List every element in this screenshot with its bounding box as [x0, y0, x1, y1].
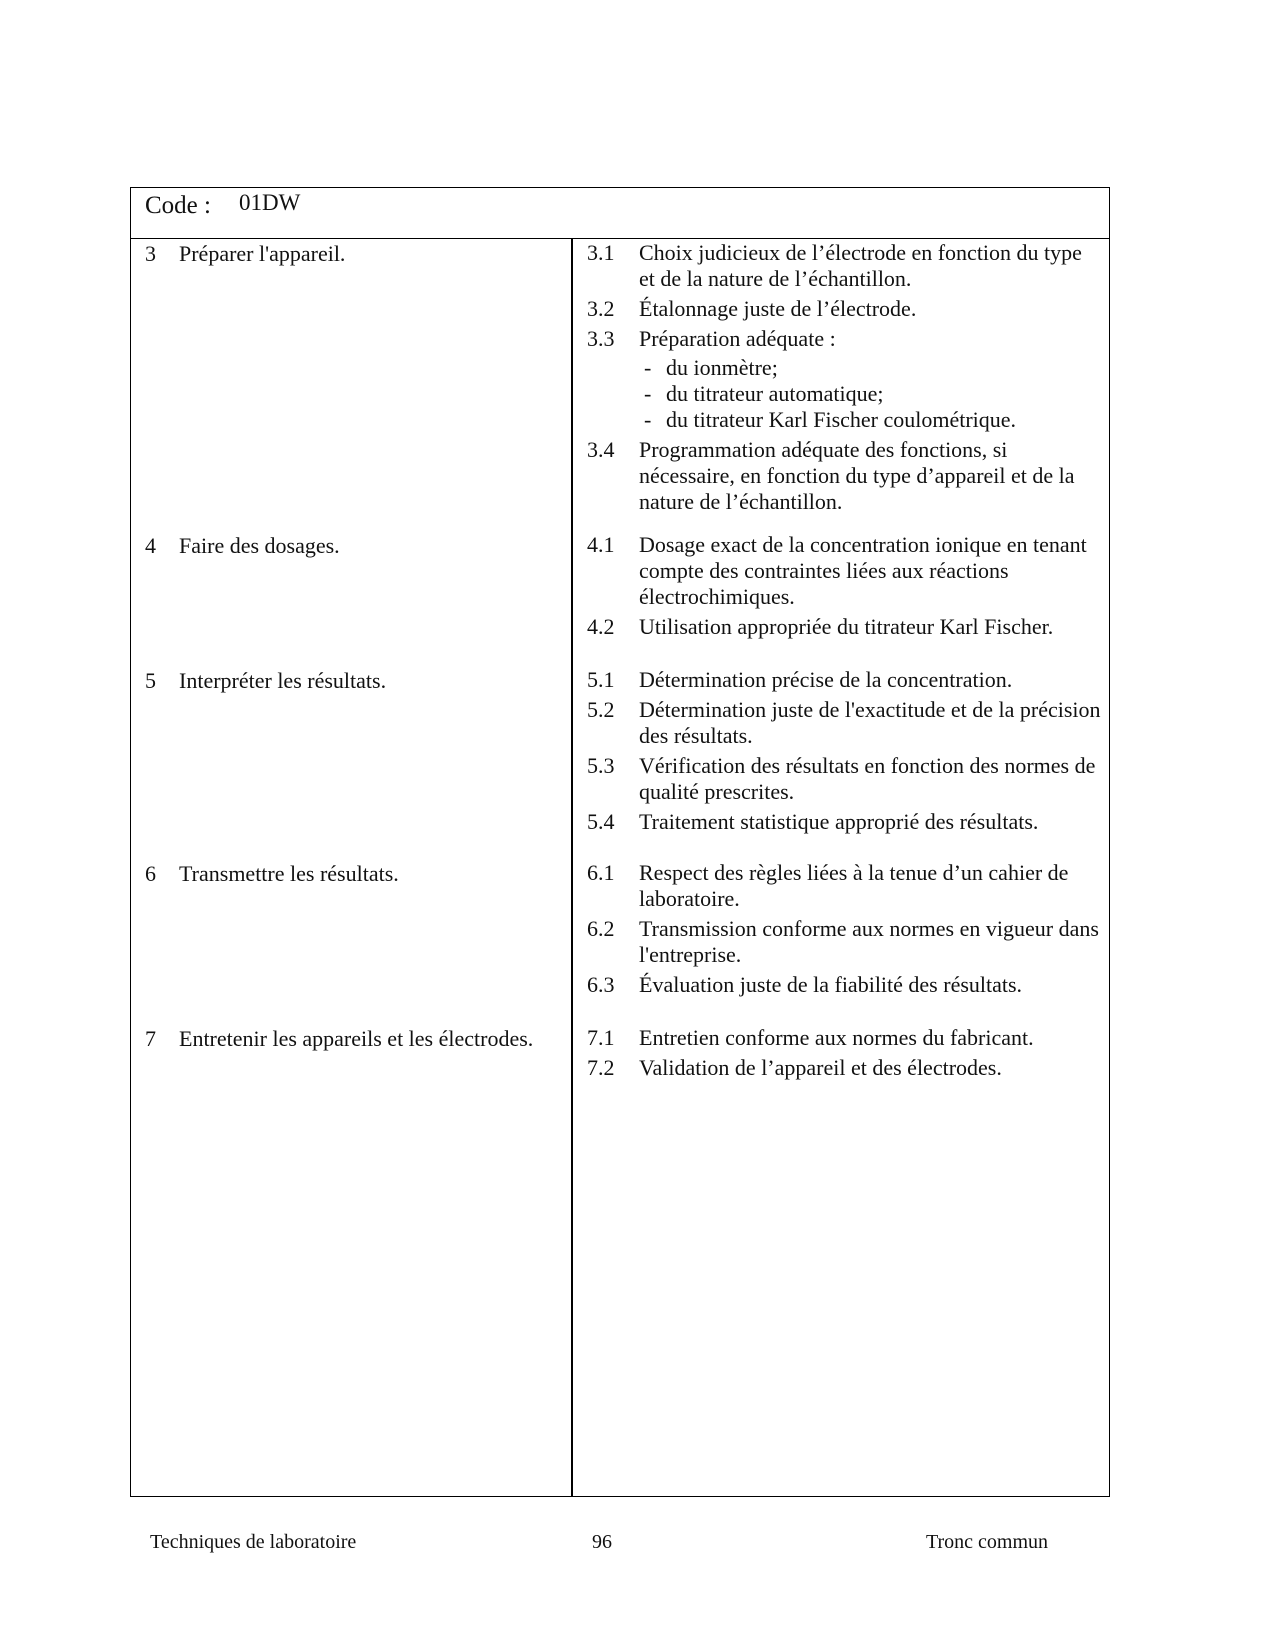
bullet-text: du ionmètre;: [666, 355, 778, 380]
criterion: [572, 753, 1109, 805]
criterion-number: 5.2: [587, 697, 615, 722]
footer-section: Tronc commun: [926, 1531, 1049, 1553]
criterion: [572, 667, 1109, 693]
criterion-text: Détermination précise de la concentration.: [639, 667, 1013, 692]
criterion-number: 6.3: [587, 972, 615, 997]
task-number: 5: [145, 668, 156, 693]
criterion-number: 3.4: [587, 437, 615, 462]
code-label: Code :: [145, 192, 211, 219]
criterion: [572, 296, 1109, 322]
criterion-number: 3.1: [587, 240, 615, 265]
task-label: Interpréter les résultats.: [179, 668, 387, 693]
criterion: [572, 916, 1109, 968]
criterion-text: Vérification des résultats en fonction des normes de qualité prescrites.: [639, 753, 1096, 804]
criterion: [572, 1025, 1109, 1051]
criterion: [572, 437, 1109, 515]
criterion-number: 5.4: [587, 809, 615, 834]
criterion-text: Détermination juste de l'exactitude et de la précision des résultats.: [639, 697, 1101, 748]
criteria-group-5: [572, 667, 1109, 839]
task-number: 7: [145, 1026, 156, 1051]
criterion: [572, 697, 1109, 749]
bullet-item: - du ionmètre;: [639, 355, 1109, 381]
criterion-text: Dosage exact de la concentration ionique en tenant compte des contraintes liées aux réactions électrochimiques.: [639, 532, 1087, 609]
criterion: [572, 614, 1109, 640]
criterion-text: Utilisation appropriée du titrateur Karl Fischer.: [639, 614, 1054, 639]
criteria-group-3: [572, 240, 1109, 519]
criterion: [572, 809, 1109, 835]
criterion-text: Entretien conforme aux normes du fabricant.: [639, 1025, 1034, 1050]
criterion-number: 5.3: [587, 753, 615, 778]
task-number: 4: [145, 533, 156, 558]
criterion: [572, 240, 1109, 292]
criterion-number: 3.2: [587, 296, 615, 321]
criterion-text: Traitement statistique approprié des résultats.: [639, 809, 1039, 834]
criterion: [572, 860, 1109, 912]
criterion: [572, 326, 1109, 433]
criterion-number: 6.1: [587, 860, 615, 885]
criterion-number: 7.2: [587, 1055, 615, 1080]
task-label: Faire des dosages.: [179, 533, 340, 558]
competency-table: [130, 187, 1110, 1497]
criteria-group-7: [572, 1025, 1109, 1085]
code-value: 01DW: [239, 190, 301, 215]
task-number: 6: [145, 861, 156, 886]
criterion-text: Validation de l’appareil et des électrodes.: [639, 1055, 1002, 1080]
bullet-text: du titrateur automatique;: [666, 381, 884, 406]
criterion-number: 4.2: [587, 614, 615, 639]
criterion-text: Choix judicieux de l’électrode en fonction du type et de la nature de l’échantillon.: [639, 240, 1082, 291]
code-header: [131, 188, 1109, 239]
criterion-text: Étalonnage juste de l’électrode.: [639, 296, 917, 321]
criterion-text: Préparation adéquate :: [639, 326, 836, 351]
bullet-item: - du titrateur automatique;: [639, 381, 1109, 407]
task-label: Transmettre les résultats.: [179, 861, 399, 886]
criterion-number: 4.1: [587, 532, 615, 557]
criterion-number: 7.1: [587, 1025, 615, 1050]
criterion-number: 6.2: [587, 916, 615, 941]
task-label: Entretenir les appareils et les électrodes.: [179, 1026, 534, 1051]
task-number: 3: [145, 241, 156, 266]
criterion-number: 3.3: [587, 326, 615, 351]
bullet-item: - du titrateur Karl Fischer coulométrique.: [639, 407, 1109, 433]
criterion-text: Programmation adéquate des fonctions, si nécessaire, en fonction du type d’appareil et de la nature de l’échantillon.: [639, 437, 1075, 514]
footer-program: Techniques de laboratoire: [150, 1531, 357, 1553]
criterion-number: 5.1: [587, 667, 615, 692]
criteria-group-6: [572, 860, 1109, 1002]
criterion: [572, 972, 1109, 998]
bullet-list: [639, 355, 1109, 433]
criterion: [572, 532, 1109, 610]
bullet-text: du titrateur Karl Fischer coulométrique.: [666, 407, 1017, 432]
page-number: 96: [592, 1531, 612, 1553]
criterion: [572, 1055, 1109, 1081]
task-label: Préparer l'appareil.: [179, 241, 346, 266]
criterion-text: Respect des règles liées à la tenue d’un cahier de laboratoire.: [639, 860, 1069, 911]
criteria-group-4: [572, 532, 1109, 644]
criterion-text: Évaluation juste de la fiabilité des résultats.: [639, 972, 1023, 997]
criterion-text: Transmission conforme aux normes en vigueur dans l'entreprise.: [639, 916, 1099, 967]
